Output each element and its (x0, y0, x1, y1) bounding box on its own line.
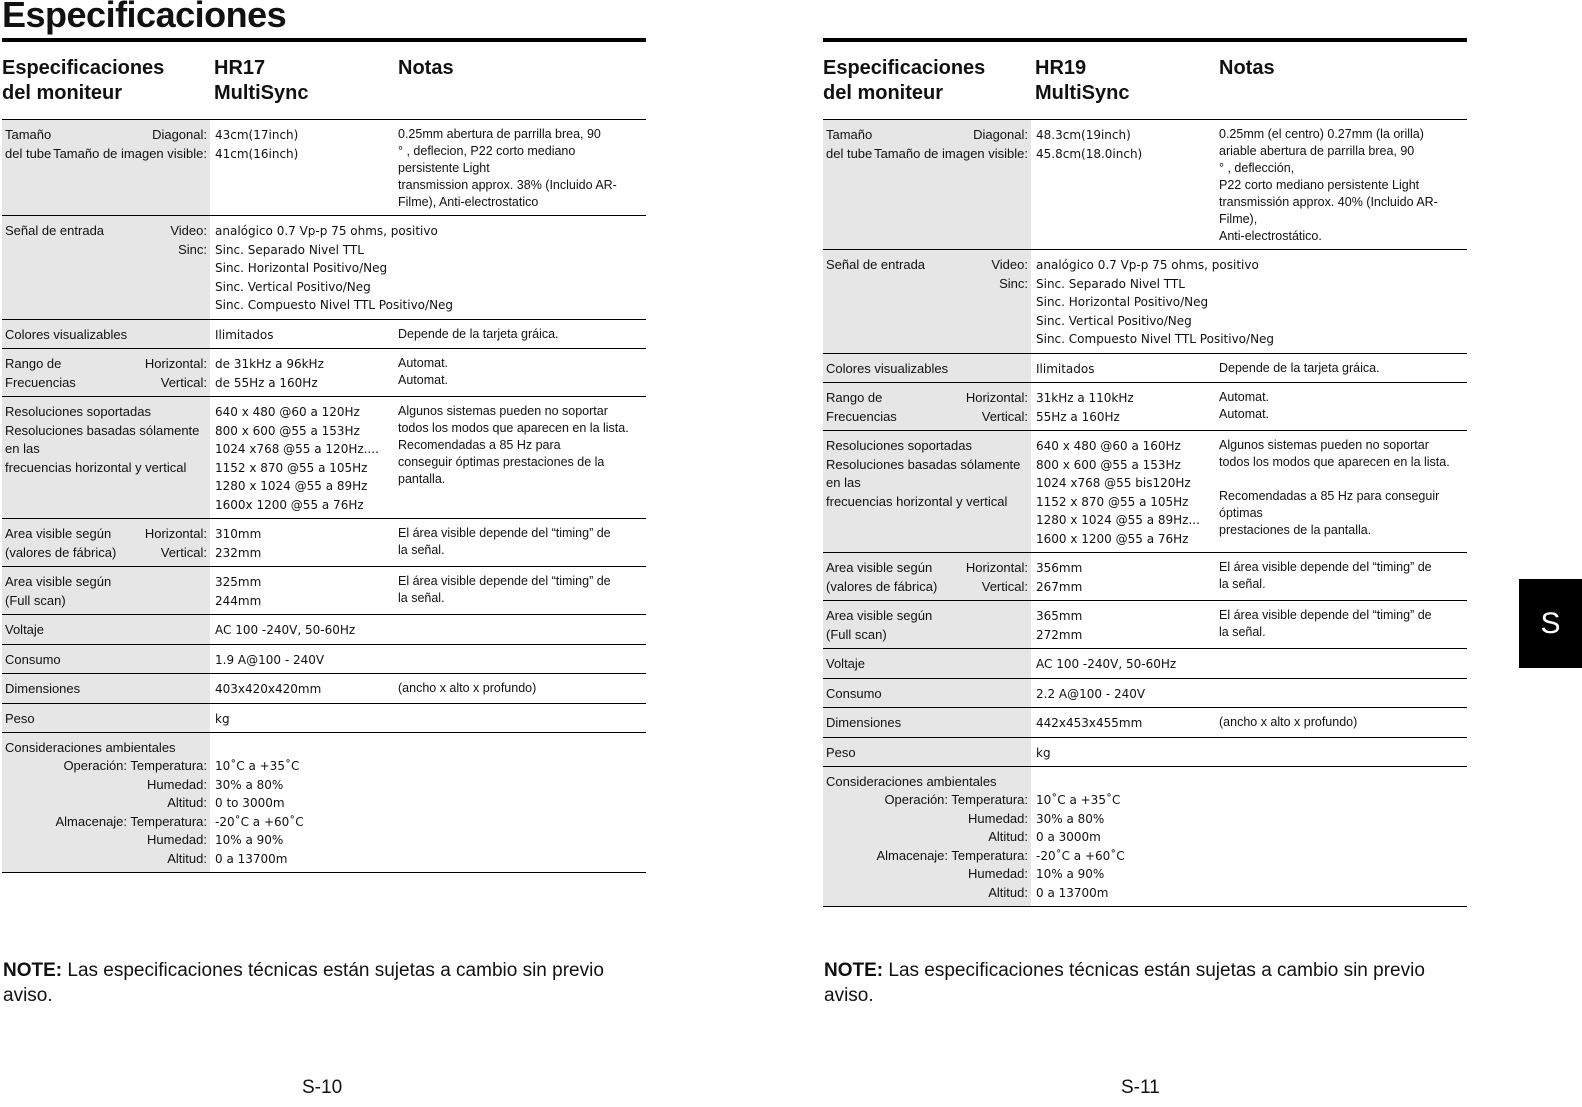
table-row (823, 120, 1467, 250)
section-tab: S (1519, 579, 1582, 668)
spec-label-cell (823, 383, 1031, 430)
spec-notes: El área visible depende del “timing” de la señal. (1219, 608, 1432, 639)
spec-value: 10˚C a +35˚C 30% a 80% 0 to 3000m -20˚C a +60˚C 10% a 90% 0 a 13700m (215, 759, 304, 866)
spec-sublabels: Operación: Temperatura: Humedad: Altitud: Almacenaje: Temperatura: Humedad: Altitud: (55, 758, 207, 866)
spec-label-cell (823, 708, 1031, 737)
spec-notes (1219, 767, 1467, 906)
spec-value: 640 x 480 @60 a 120Hz 800 x 600 @55 a 153Hz 1024 x768 @55 a 120Hz.... 1152 x 870 @55 a 105Hz 1280 x 1024 @55 a 89Hz 1600x 1200 @55 a 76Hz (215, 405, 379, 512)
spec-notes (398, 704, 646, 733)
spec-label-cell (2, 567, 210, 614)
spec-value: Ilimitados (1036, 361, 1095, 376)
spec-label: Señal de entrada (5, 223, 105, 238)
spec-label-cell (823, 250, 1031, 353)
spec-label-cell (2, 645, 210, 674)
spec-value: 442x453x455mm (1036, 716, 1143, 730)
table-row (823, 767, 1467, 907)
spec-notes (398, 615, 646, 644)
spec-label: Voltaje (826, 656, 866, 671)
spec-label: Señal de entrada (826, 257, 926, 272)
spec-label-cell (823, 431, 1031, 552)
spec-notes: 0.25mm abertura de parrilla brea, 90 ° , deflecion, P22 corto mediano persistente Light transmission approx. 38% (Incluido AR- Filme), Anti-electrostatico (398, 127, 617, 209)
spec-label: Colores visualizables (826, 360, 949, 376)
note-text: Las especificaciones técnicas están sujetas a cambio sin previo aviso. (3, 960, 604, 1006)
table-row (823, 649, 1467, 679)
spec-sublabels: Diagonal: Tamaño de imagen visible: (53, 127, 207, 161)
spec-value: kg (215, 711, 230, 726)
table-row (2, 645, 646, 675)
page-number-left: S-10 (302, 1077, 343, 1098)
spec-notes: Algunos sistemas pueden no soportar todos los modos que aparecen en la lista. Recomendadas a 85 Hz para conseguir óptimas prestaciones de la pantalla. (1219, 438, 1450, 537)
spec-value: analógico 0.7 Vp-p 75 ohms, positivo Sinc. Separado Nivel TTL Sinc. Horizontal Positivo/Neg Sinc. Vertical Positivo/Neg Sinc. Compuesto Nivel TTL Positivo/Neg (215, 224, 454, 312)
spec-label: Colores visualizables (5, 326, 128, 342)
table-row (823, 679, 1467, 709)
table-row (2, 733, 646, 873)
spec-value: de 31kHz a 96kHz de 55Hz a 160Hz (215, 357, 324, 390)
spec-notes (398, 733, 646, 872)
spec-label-cell (2, 320, 210, 349)
spec-value: 10˚C a +35˚C 30% a 80% 0 a 3000m -20˚C a +60˚C 10% a 90% 0 a 13700m (1036, 793, 1125, 900)
spec-page-hr17 (2, 38, 646, 873)
spec-value: 640 x 480 @60 a 160Hz 800 x 600 @55 a 153Hz 1024 x768 @55 bis120Hz 1152 x 870 @55 a 105Hz 1280 x 1024 @55 a 89Hz... 1600 x 1200 @55 a 76Hz (1036, 439, 1200, 546)
spec-value: 356mm 267mm (1036, 561, 1083, 594)
spec-value: AC 100 -240V, 50-60Hz (1036, 657, 1177, 671)
spec-value: 43cm(17inch) 41cm(16inch) (215, 128, 299, 161)
table-header (2, 42, 646, 120)
spec-notes (1219, 649, 1467, 678)
spec-label-cell (2, 120, 210, 215)
spec-notes: Automat. Automat. (1219, 390, 1270, 421)
spec-notes (398, 645, 646, 674)
table-row (2, 519, 646, 567)
spec-value: 403x420x420mm (215, 682, 322, 696)
spec-page-hr19 (823, 38, 1467, 907)
spec-label: Resoluciones soportadas Resoluciones basadas sólamente en las frecuencias horizontal y vertical (826, 438, 1021, 509)
table-row (823, 553, 1467, 601)
spec-label-cell (823, 679, 1031, 708)
table-row (823, 250, 1467, 354)
table-row (2, 349, 646, 397)
spec-label: Dimensiones (5, 681, 81, 696)
note-left (3, 958, 643, 1008)
table-row (2, 615, 646, 645)
table-row (823, 431, 1467, 553)
spec-notes: Depende de la tarjeta gráica. (1219, 360, 1380, 375)
spec-value: 365mm 272mm (1036, 609, 1083, 642)
note-text: Las especificaciones técnicas están sujetas a cambio sin previo aviso. (824, 960, 1425, 1006)
spec-label: Area visible según (Full scan) (826, 608, 933, 642)
spec-label: Rango de Frecuencias (5, 356, 76, 390)
table-header (823, 42, 1467, 120)
note-label: NOTE: (824, 960, 884, 981)
table-row (823, 383, 1467, 431)
spec-label-cell (823, 767, 1031, 906)
spec-label: Consumo (5, 651, 61, 667)
spec-label-cell (2, 704, 210, 733)
spec-notes (1219, 738, 1467, 767)
table-row (2, 397, 646, 519)
note-right (824, 958, 1464, 1008)
spec-value: Ilimitados (215, 327, 274, 342)
spec-label: Tamaño del tube (826, 127, 873, 161)
spec-label-cell (823, 553, 1031, 600)
table-row (823, 354, 1467, 384)
table-row (2, 216, 646, 320)
table-row (2, 674, 646, 704)
spec-notes (1219, 679, 1467, 708)
spec-sublabels: Video: Sinc: (991, 257, 1028, 291)
spec-label: Tamaño del tube (5, 127, 52, 161)
spec-sublabels: Diagonal: Tamaño de imagen visible: (874, 127, 1028, 161)
table-row (2, 567, 646, 615)
table-row (823, 601, 1467, 649)
spec-label: Area visible según (valores de fábrica) (5, 526, 117, 560)
spec-notes: (ancho x alto x profundo) (398, 681, 537, 695)
spec-notes: El área visible depende del “timing” de la señal. (398, 526, 611, 557)
spec-label: Peso (826, 744, 856, 760)
spec-sublabels: Horizontal: Vertical: (965, 390, 1028, 424)
table-row (2, 320, 646, 350)
spec-label: Consideraciones ambientales (826, 774, 997, 789)
spec-label: Consideraciones ambientales (5, 740, 176, 755)
header-spec: Especificaciones del moniteur (2, 57, 165, 104)
spec-label: Resoluciones soportadas Resoluciones basadas sólamente en las frecuencias horizontal y vertical (5, 404, 200, 475)
note-label: NOTE: (3, 960, 63, 981)
spec-label-cell (2, 519, 210, 566)
header-notes: Notas (1219, 57, 1275, 79)
page-title: Especificaciones (2, 0, 287, 35)
spec-sublabels: Horizontal: Vertical: (144, 356, 207, 390)
spec-label: Dimensiones (826, 715, 902, 730)
table-row (823, 708, 1467, 738)
spec-notes: (ancho x alto x profundo) (1219, 715, 1358, 729)
spec-sublabels: Operación: Temperatura: Humedad: Altitud: Almacenaje: Temperatura: Humedad: Altitud: (876, 792, 1028, 900)
spec-value: 1.9 A@100 - 240V (215, 652, 325, 667)
spec-label-cell (2, 733, 210, 872)
header-model: HR17 MultiSync (214, 57, 309, 104)
header-notes: Notas (398, 57, 454, 79)
header-spec: Especificaciones del moniteur (823, 57, 986, 104)
spec-value: AC 100 -240V, 50-60Hz (215, 623, 356, 637)
spec-label-cell (2, 615, 210, 644)
spec-value: 48.3cm(19inch) 45.8cm(18.0inch) (1036, 128, 1143, 161)
spec-label-cell (2, 349, 210, 396)
spec-notes: El área visible depende del “timing” de la señal. (1219, 560, 1432, 591)
spec-notes: El área visible depende del “timing” de la señal. (398, 574, 611, 605)
spec-value: 325mm 244mm (215, 575, 262, 608)
table-row (2, 704, 646, 734)
spec-sublabels: Horizontal: Vertical: (965, 560, 1028, 594)
spec-value: 31kHz a 110kHz 55Hz a 160Hz (1036, 391, 1134, 424)
spec-label-cell (2, 397, 210, 518)
spec-value: analógico 0.7 Vp-p 75 ohms, positivo Sinc. Separado Nivel TTL Sinc. Horizontal Positivo/Neg Sinc. Vertical Positivo/Neg Sinc. Compuesto Nivel TTL Positivo/Neg (1036, 258, 1275, 346)
spec-value: kg (1036, 745, 1051, 760)
spec-label: Area visible según (valores de fábrica) (826, 560, 938, 594)
spec-label-cell (823, 354, 1031, 383)
spec-notes: Depende de la tarjeta gráica. (398, 326, 559, 341)
spec-sublabels: Video: Sinc: (170, 223, 207, 257)
spec-rows (2, 120, 646, 873)
spec-notes: Algunos sistemas pueden no soportar todos los modos que aparecen en la lista. Recomendadas a 85 Hz para conseguir óptimas prestaciones de la pantalla. (398, 404, 629, 486)
spec-label-cell (823, 738, 1031, 767)
table-row (823, 738, 1467, 768)
spec-value: 2.2 A@100 - 240V (1036, 686, 1146, 701)
spec-label: Voltaje (5, 622, 45, 637)
spec-notes: 0.25mm (el centro) 0.27mm (la orilla) ariable abertura de parrilla brea, 90 ° , deflección, P22 corto mediano persistente Light transmissión approx. 40% (Incluido AR- Filme), Anti-electrostático. (1219, 127, 1438, 243)
page-number-right: S-11 (1121, 1077, 1160, 1098)
spec-value: 310mm 232mm (215, 527, 262, 560)
spec-sublabels: Horizontal: Vertical: (144, 526, 207, 560)
spec-label-cell (823, 601, 1031, 648)
table-row (2, 120, 646, 216)
header-model: HR19 MultiSync (1035, 57, 1130, 104)
spec-label-cell (823, 649, 1031, 678)
spec-rows (823, 120, 1467, 907)
spec-label: Rango de Frecuencias (826, 390, 897, 424)
spec-label: Peso (5, 710, 35, 726)
spec-label-cell (2, 216, 210, 319)
spec-notes: Automat. Automat. (398, 356, 449, 387)
spec-label: Consumo (826, 685, 882, 701)
spec-label: Area visible según (Full scan) (5, 574, 112, 608)
spec-label-cell (823, 120, 1031, 249)
spec-label-cell (2, 674, 210, 703)
